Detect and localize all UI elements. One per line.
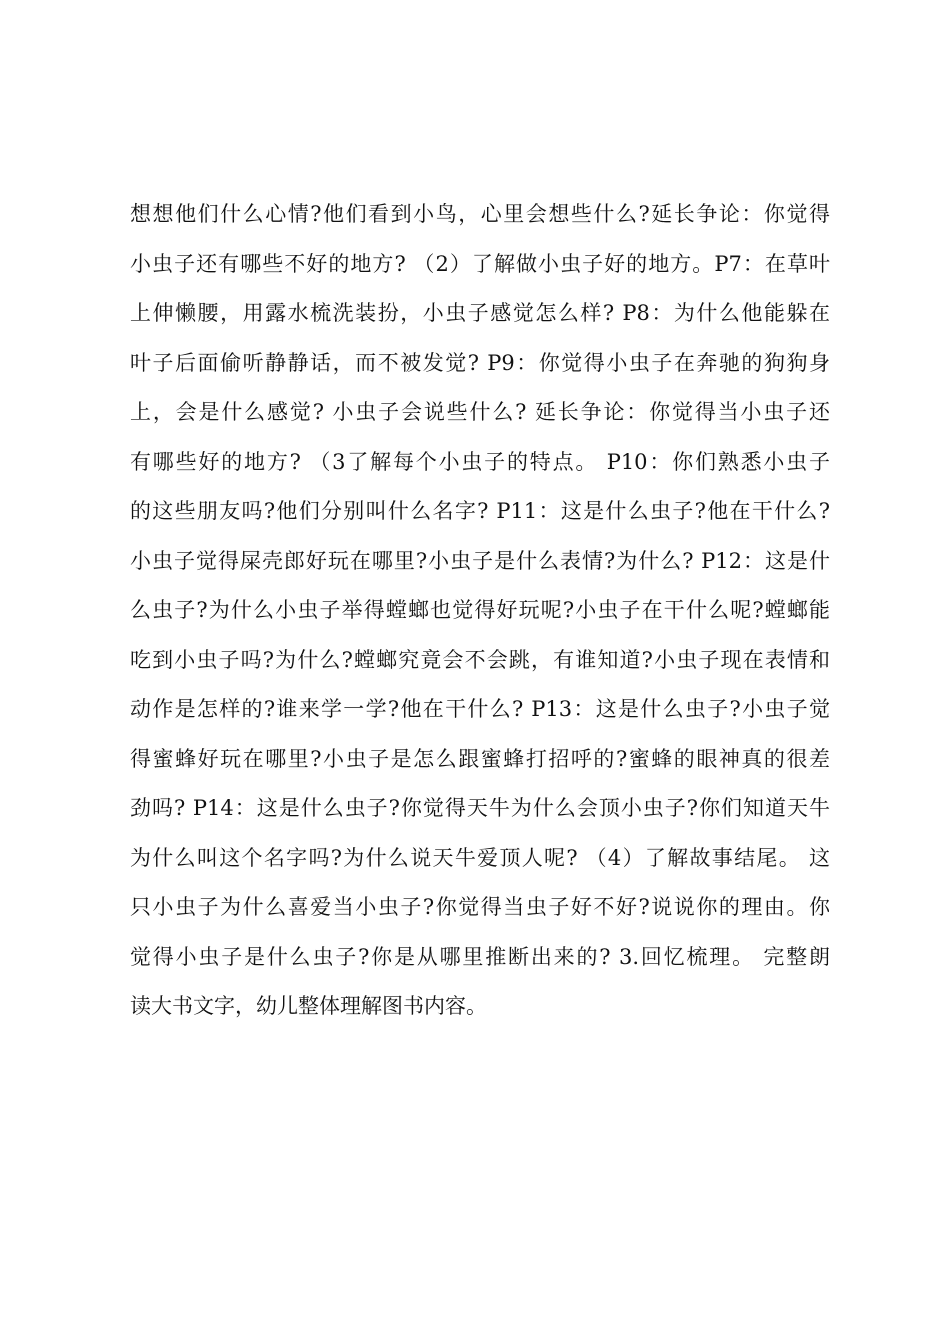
text-line: 有哪些好的地方? （3了解每个小虫子的特点。 P10：你们熟悉小虫子 [130, 449, 830, 474]
body-paragraph [130, 190, 830, 1032]
text-line: 小虫子觉得屎壳郎好玩在哪里?小虫子是什么表情?为什么? P12：这是什 [130, 548, 830, 573]
text-line: 的这些朋友吗?他们分别叫什么名字? P11：这是什么虫子?他在干什么? [130, 499, 830, 523]
text-line: 上，会是什么感觉? 小虫子会说些什么? 延长争论：你觉得当小虫子还 [130, 400, 830, 424]
text-line: 叶子后面偷听静静话，而不被发觉? P9：你觉得小虫子在奔驰的狗狗身 [130, 350, 830, 375]
text-line: 为什么叫这个名字吗?为什么说天牛爱顶人呢? （4）了解故事结尾。 这 [130, 845, 830, 870]
text-line: 读大书文字，幼儿整体理解图书内容。 [130, 994, 487, 1018]
text-line: 上伸懒腰，用露水梳洗装扮，小虫子感觉怎么样? P8：为什么他能躲在 [130, 301, 830, 325]
text-line: 想想他们什么心情?他们看到小鸟，心里会想些什么?延长争论：你觉得 [130, 202, 830, 226]
text-line: 吃到小虫子吗?为什么?螳螂究竟会不会跳，有谁知道?小虫子现在表情和 [130, 647, 830, 672]
text-line: 小虫子还有哪些不好的地方? （2）了解做小虫子好的地方。P7：在草叶 [130, 251, 830, 276]
text-line: 得蜜蜂好玩在哪里?小虫子是怎么跟蜜蜂打招呼的?蜜蜂的眼神真的很差 [130, 746, 830, 771]
text-line: 觉得小虫子是什么虫子?你是从哪里推断出来的? 3.回忆梳理。 完整朗 [130, 944, 830, 969]
text-line: 动作是怎样的?谁来学一学?他在干什么? P13：这是什么虫子?小虫子觉 [130, 697, 830, 721]
text-line: 么虫子?为什么小虫子举得螳螂也觉得好玩呢?小虫子在干什么呢?螳螂能 [130, 598, 830, 622]
text-line: 只小虫子为什么喜爱当小虫子?你觉得当虫子好不好?说说你的理由。你 [130, 895, 830, 919]
text-line: 劲吗? P14：这是什么虫子?你觉得天牛为什么会顶小虫子?你们知道天牛 [130, 796, 830, 820]
